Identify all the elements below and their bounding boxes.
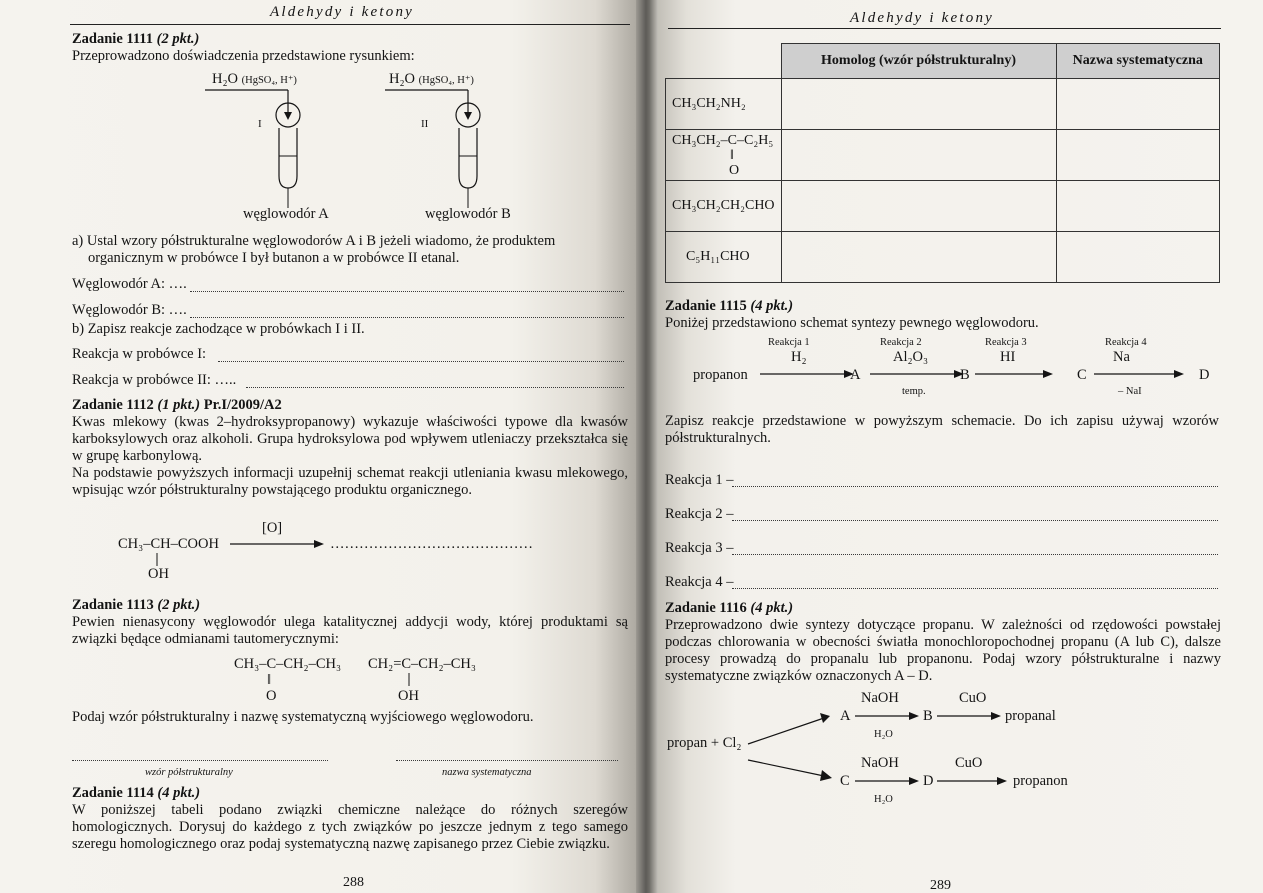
upper-arrow-2 — [937, 710, 1007, 722]
compound-formula: CH₃CH₂–C–C₂H₅ — [672, 132, 774, 148]
page-number-left: 288 — [343, 875, 364, 890]
reaction-tube-1-label: Reakcja w probówce I: — [72, 346, 207, 362]
step-1-product: A — [850, 367, 861, 383]
compound-formula: CH₃CH₂CH₂CHO — [666, 181, 782, 232]
task-title: Zadanie 1112 — [72, 397, 154, 413]
tube-2-label: węglowodór B — [425, 206, 511, 222]
lactic-acid-formula: CH₃–CH–COOH — [118, 536, 219, 552]
name-answer-line[interactable] — [396, 760, 618, 761]
step-4-product: D — [1199, 367, 1210, 383]
compound-formula: CH₃CH₂NH₂ — [666, 79, 782, 130]
task-points: (2 pkt.) — [156, 31, 200, 47]
task-1115-instruction-line-1: Zapisz reakcje przedstawione w powyższym schemacie. Do ich zapisu używaj wzorów — [665, 413, 1219, 429]
task-1111-part-b: b) Zapisz reakcje zachodzące w probówkach I i II. — [72, 321, 365, 337]
tube-1-reagent: H₂O — [212, 71, 238, 87]
reaction-3-answer-line[interactable] — [732, 554, 1218, 555]
step-2-product: B — [960, 367, 970, 383]
compound-c: C — [840, 773, 850, 789]
task-1114-text-line-3: szeregu homologicznego oraz podaj systematyczną nazwę zapisanego przez Ciebie związku. — [72, 836, 610, 852]
compound-d: D — [923, 773, 934, 789]
step-1-reagent: H₂ — [791, 349, 807, 365]
reaction-1-answer-line[interactable] — [732, 486, 1218, 487]
task-1116-text-line-3: procesy prowadzą do propanalu lub propanonu. Podaj wzory półstrukturalne i nazwy — [665, 651, 1221, 667]
enol-formula: CH₂=C–CH₂–CH₃ — [368, 656, 476, 672]
task-1114-text-line-2: homologicznych. Dorysuj do każdego z tych związków po jeszcze jednym z tego samego — [72, 819, 628, 835]
step-4-label: Reakcja 4 — [1105, 337, 1147, 348]
step-2-arrow — [870, 368, 970, 380]
homolog-answer-cell[interactable] — [781, 79, 1056, 130]
product-propanon: propanon — [1013, 773, 1068, 789]
lower-reagent-water: H₂O — [874, 794, 893, 805]
answer-line-hydrocarbon-b-label: Węglowodór B: …. — [72, 302, 187, 318]
header-rule-right — [668, 28, 1221, 29]
task-1115-heading — [665, 298, 793, 315]
step-1-arrow — [760, 368, 860, 380]
butanone-double-bond: ‖ — [267, 672, 272, 688]
book-gutter — [636, 0, 658, 893]
column-homolog-header: Homolog (wzór półstrukturalny) — [781, 44, 1056, 79]
tube-2-roman: II — [421, 118, 429, 130]
task-1113-text-line-1: Pewien nienasycony węglowodór ulega katalitycznej addycji wody, której produktami są — [72, 614, 628, 630]
task-points: (4 pkt.) — [750, 600, 794, 616]
step-3-arrow — [975, 368, 1075, 380]
compound-b: B — [923, 708, 933, 724]
task-1113-text-line-2: związki będące odmianami tautomerycznymi: — [72, 631, 339, 647]
step-3-reagent: HI — [1000, 349, 1016, 365]
task-1115-instruction-line-2: półstrukturalnych. — [665, 430, 771, 446]
upper-reagent-water: H₂O — [874, 729, 893, 740]
table-row — [666, 232, 1220, 283]
carbonyl-double-bond: ‖ — [730, 147, 734, 163]
propane-chlorination-start: propan + Cl₂ — [667, 735, 742, 751]
test-tube-2-drawing — [385, 84, 495, 214]
task-points: (4 pkt.) — [750, 298, 794, 314]
task-title: Zadanie 1116 — [665, 600, 747, 616]
column-name-header: Nazwa systematyczna — [1056, 44, 1220, 79]
task-1116-text-line-2: podczas chlorowania w obecności światła monochloropochodnej propanu (A lub C), dalsze — [665, 634, 1221, 650]
tube-2-reagent: H₂O — [389, 71, 415, 87]
upper-arrow-1 — [855, 710, 925, 722]
lower-arrow-2 — [937, 775, 1007, 787]
formula-answer-caption: wzór półstrukturalny — [145, 767, 233, 778]
task-1111-part-a-line2: organicznym w probówce I był butanon a w probówce II etanal. — [88, 250, 460, 266]
task-1112-text-line-3: w grupę karbonylową. — [72, 448, 203, 464]
table-row — [666, 130, 1220, 181]
lower-reagent-cuo: CuO — [955, 755, 983, 771]
oxidation-arrow — [230, 538, 330, 550]
task-points: (4 pkt.) — [157, 785, 201, 801]
compound-formula: C₅H₁₁CHO — [666, 232, 782, 283]
enol-hydroxyl: OH — [398, 688, 419, 704]
oxidation-product-answer[interactable]: …………………………………… — [330, 536, 533, 552]
step-2-condition: temp. — [902, 386, 926, 397]
task-1112-text-line-4: Na podstawie powyższych informacji uzupełnij schemat reakcji utleniania kwasu mlekowego, — [72, 465, 628, 481]
carbonyl-oxygen: O — [729, 162, 740, 178]
task-1114-heading — [72, 785, 200, 802]
reaction-2-answer-label: Reakcja 2 – — [665, 506, 734, 522]
task-1111-part-a-line1: a) Ustal wzory półstrukturalne węglowodorów A i B jeżeli wiadomo, że produktem — [72, 233, 556, 249]
task-1112-text-line-2: karboksylowych oraz alkoholi. Grupa hydroksylowa pod wpływem utleniaczy przekształca się — [72, 431, 628, 447]
empty-header-cell — [666, 44, 782, 79]
tube-1-label: węglowodór A — [243, 206, 329, 222]
homolog-answer-cell[interactable] — [781, 232, 1056, 283]
task-1114-text-line-1: W poniższej tabeli podano związki chemiczne należące do różnych szeregów — [72, 802, 628, 818]
name-answer-cell[interactable] — [1056, 181, 1220, 232]
reaction-3-answer-label: Reakcja 3 – — [665, 540, 734, 556]
formula-answer-line[interactable] — [72, 760, 328, 761]
step-1-label: Reakcja 1 — [768, 337, 810, 348]
task-title: Zadanie 1115 — [665, 298, 747, 314]
synthesis-start-propanon: propanon — [693, 367, 748, 383]
header-rule-left — [70, 24, 630, 25]
upper-reagent-naoh: NaOH — [861, 690, 899, 706]
step-4-arrow — [1094, 368, 1194, 380]
hydroxyl-bond — [155, 553, 159, 567]
name-answer-cell[interactable] — [1056, 130, 1220, 181]
upper-reagent-cuo: CuO — [959, 690, 987, 706]
task-source: Pr.I/2009/A2 — [203, 397, 282, 413]
name-answer-caption: nazwa systematyczna — [442, 767, 532, 778]
task-1116-text-line-4: systematyczne związków oznaczonych A – D. — [665, 668, 933, 684]
task-1116-text-line-1: Przeprowadzono dwie syntezy dotyczące propanu. W zależności od rzędowości powstałej — [665, 617, 1221, 633]
step-4-byproduct: – NaI — [1118, 386, 1142, 397]
branch-arrows — [746, 712, 836, 782]
task-1113-question: Podaj wzór półstrukturalny i nazwę systematyczną wyjściowego węglowodoru. — [72, 709, 534, 725]
task-title: Zadanie 1114 — [72, 785, 154, 801]
task-1113-heading — [72, 597, 200, 614]
task-1112-text-line-5: wpisując wzór półstrukturalny powstającego produktu organicznego. — [72, 482, 472, 498]
reaction-1-answer-label: Reakcja 1 – — [665, 472, 734, 488]
name-answer-cell[interactable] — [1056, 232, 1220, 283]
task-1111-heading — [72, 31, 199, 48]
task-title: Zadanie 1113 — [72, 597, 154, 613]
task-1111-intro: Przeprowadzono doświadczenia przedstawione rysunkiem: — [72, 48, 415, 64]
step-2-label: Reakcja 2 — [880, 337, 922, 348]
tube-1-roman: I — [258, 118, 262, 130]
page-number-right: 289 — [930, 878, 951, 893]
reaction-tube-2-answer-line[interactable] — [246, 387, 624, 388]
lower-reagent-naoh: NaOH — [861, 755, 899, 771]
reaction-4-answer-line[interactable] — [732, 588, 1218, 589]
tube-2-catalyst: (HgSO₄, H⁺) — [418, 75, 474, 86]
task-points: (2 pkt.) — [157, 597, 201, 613]
product-propanal: propanal — [1005, 708, 1056, 724]
step-2-reagent: Al₂O₃ — [893, 349, 929, 365]
answer-line-hydrocarbon-b[interactable] — [190, 317, 624, 318]
homolog-table-header — [666, 44, 1220, 79]
reaction-tube-1-answer-line[interactable] — [218, 361, 624, 362]
task-1115-intro: Poniżej przedstawiono schemat syntezy pewnego węglowodoru. — [665, 315, 1039, 331]
reaction-4-answer-label: Reakcja 4 – — [665, 574, 734, 590]
test-tube-1-drawing — [205, 84, 315, 214]
butanone-formula: CH₃–C–CH₂–CH₃ — [234, 656, 342, 672]
name-answer-cell[interactable] — [1056, 79, 1220, 130]
running-header-right: Aldehydy i ketony — [850, 10, 995, 26]
table-row — [666, 181, 1220, 232]
step-3-product: C — [1077, 367, 1087, 383]
step-4-reagent: Na — [1113, 349, 1130, 365]
table-row — [666, 79, 1220, 130]
butanone-oxygen: O — [266, 688, 277, 704]
task-title: Zadanie 1111 — [72, 31, 153, 47]
compound-a: A — [840, 708, 851, 724]
tube-1-catalyst: (HgSO₄, H⁺) — [241, 75, 297, 86]
homolog-answer-cell[interactable] — [781, 181, 1056, 232]
lower-arrow-1 — [855, 775, 925, 787]
task-1116-heading — [665, 600, 793, 617]
homolog-answer-cell[interactable] — [781, 130, 1056, 181]
answer-line-hydrocarbon-a-label: Węglowodór A: …. — [72, 276, 187, 292]
compound-formula-cell — [666, 130, 782, 181]
task-1112-text-line-1: Kwas mlekowy (kwas 2–hydroksypropanowy) wykazuje właściwości typowe dla kwasów — [72, 414, 628, 430]
enol-hydroxyl-bond — [407, 673, 411, 687]
reaction-2-answer-line[interactable] — [732, 520, 1218, 521]
task-points: (1 pkt.) — [157, 397, 201, 413]
step-3-label: Reakcja 3 — [985, 337, 1027, 348]
task-1112-heading — [72, 397, 282, 414]
hydroxyl-group: OH — [148, 566, 169, 582]
homolog-table — [665, 43, 1220, 283]
oxidant-label: [O] — [262, 520, 283, 536]
running-header-left: Aldehydy i ketony — [270, 4, 415, 20]
answer-line-hydrocarbon-a[interactable] — [190, 291, 624, 292]
reaction-tube-2-label: Reakcja w probówce II: ….. — [72, 372, 237, 388]
